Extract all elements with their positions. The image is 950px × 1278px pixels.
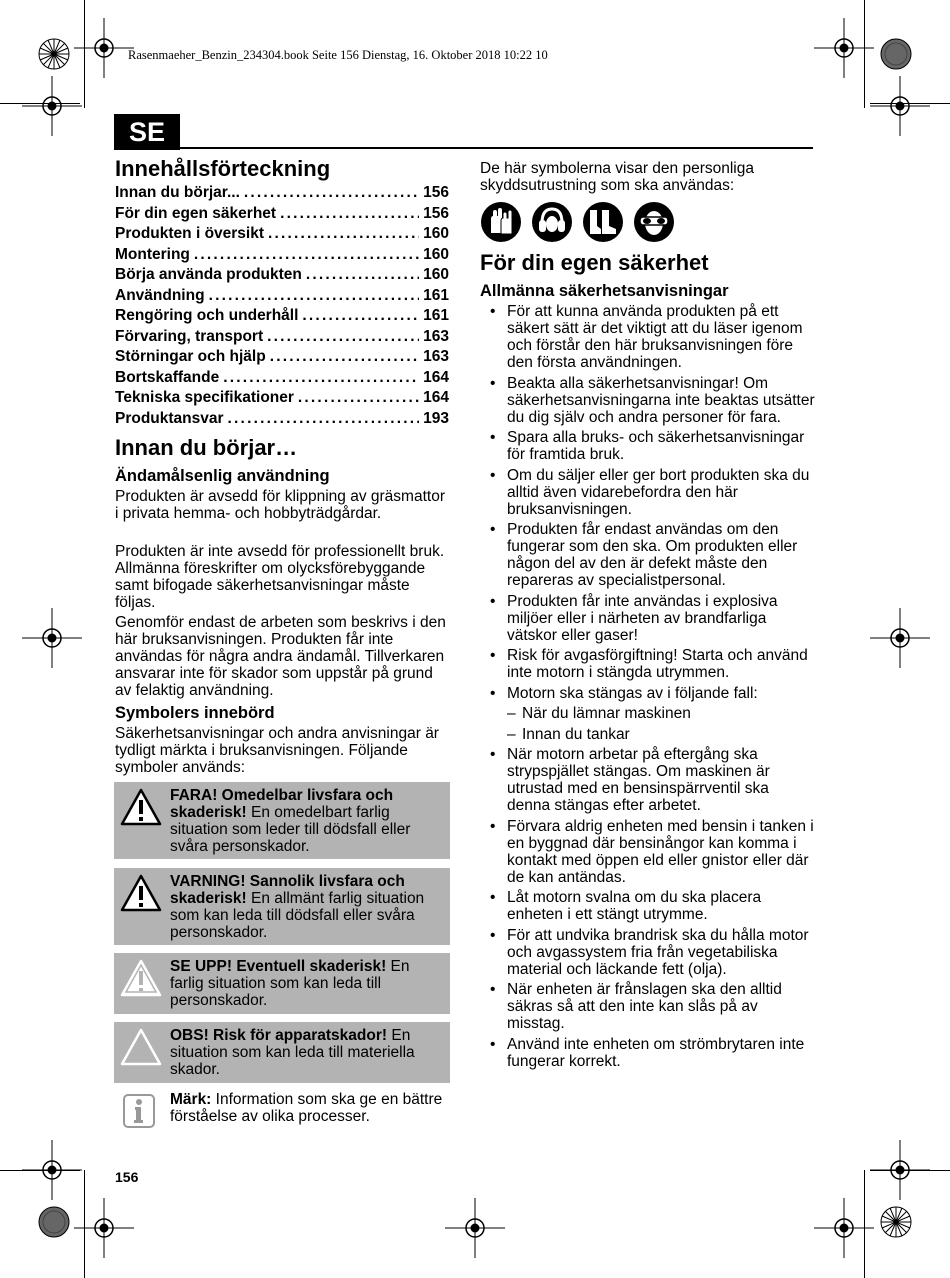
list-item: • För att kunna använda produkten på ett säkert sätt är det viktigt att du läser igenom och förstår den här bruksanvisningen före den första användningen.: [480, 303, 815, 371]
toc-entry-page: 164: [423, 368, 449, 386]
notice-text: En situation som kan leda till materiella skador.: [170, 1027, 415, 1078]
info-icon: [122, 1093, 156, 1129]
toc-entry-page: 163: [423, 348, 449, 365]
paragraph: Produkten är avsedd för klippning av gräsmattor i privata hemma- och hobbyträdgårdar.: [115, 488, 445, 522]
crosshair-icon: [870, 1140, 930, 1200]
toc-leader-dots: [228, 409, 420, 430]
toc-entry-label: Förvaring, transport: [115, 327, 264, 345]
toc-entry-label: Montering: [115, 245, 190, 263]
section-title-before: Innan du börjar…: [115, 435, 298, 460]
safety-instructions-list: [480, 303, 815, 1073]
toc-entry: [115, 306, 449, 327]
intended-use-heading: Ändamålsenlig användning: [115, 467, 330, 485]
note-text: Information som ska ge en bättre förståelse av olika processer.: [170, 1091, 443, 1125]
sub-list-item: – Innan du tankar: [480, 726, 815, 743]
toc-entry-label: Innan du börjar...: [115, 184, 240, 201]
crosshair-icon: [22, 76, 82, 136]
toc-entry-page: 193: [423, 409, 449, 427]
crosshair-icon: [814, 18, 874, 78]
crosshair-icon: [22, 608, 82, 668]
crosshair-icon: [74, 18, 134, 78]
note-box: [114, 1090, 450, 1134]
list-item: • Produkten får inte användas i explosiva miljöer eller i närheten av brandfarliga vätskor eller gaser!: [480, 593, 815, 644]
toc-entry-label: Tekniska specifikationer: [115, 389, 294, 406]
toc-entry-page: 161: [423, 307, 449, 324]
crosshair-icon: [74, 1198, 134, 1258]
list-item: • Förvara aldrig enheten med bensin i tanken i en byggnad där bensinångor kan komma i kontakt med öppen eld eller gnistor eller där de kan antändas.: [480, 818, 815, 886]
toc-leader-dots: [209, 286, 420, 307]
toc-entry-label: Bortskaffande: [115, 368, 220, 386]
header-rule: [180, 147, 813, 149]
crosshair-icon: [814, 1198, 874, 1258]
list-item: • Risk för avgasförgiftning! Starta och använd inte motorn i stängda utrymmen.: [480, 647, 815, 681]
registration-mark-icon: [866, 1192, 926, 1252]
crosshair-icon: [445, 1198, 505, 1258]
paragraph: Produkten är inte avsedd för professionellt bruk. Allmänna föreskrifter om olycksförebyggande samt bifogade säkerhetsanvisningar måste följas.: [115, 543, 445, 611]
toc-entry-page: 156: [423, 184, 449, 201]
toc-entry-page: 160: [423, 225, 449, 242]
notice-title: VARNING! Sannolik livsfara och skaderisk!: [170, 873, 405, 907]
toc-leader-dots: [194, 245, 419, 266]
paragraph: Säkerhetsanvisningar och andra anvisningar är tydligt märkta i bruksanvisningen. Följande symboler används:: [115, 725, 439, 776]
toc-entry-page: 164: [423, 389, 449, 406]
list-item: • När motorn arbetar på eftergång ska strypspjället stängas. Om maskinen är utrustad med en bensinspärrventil ska denna stängas efter arbetet.: [480, 746, 815, 814]
notice-title: FARA! Omedelbar livsfara och skaderisk!: [170, 787, 394, 821]
toc-entry: [115, 388, 449, 409]
toc-entry: [115, 183, 449, 204]
toc-entry-label: Användning: [115, 286, 205, 304]
toc-leader-dots: [270, 347, 419, 368]
sub-list-item: – När du lämnar maskinen: [480, 705, 815, 722]
list-item: • Använd inte enheten om strömbrytaren inte fungerar korrekt.: [480, 1036, 815, 1070]
list-item: • Produkten får endast användas om den fungerar som den ska. Om produkten eller någon del av den är defekt måste den repareras av specialistpersonal.: [480, 521, 815, 589]
toc-entry-page: 161: [423, 286, 449, 304]
list-item: • Om du säljer eller ger bort produkten ska du alltid även vidarebefordra den här bruksanvisningen.: [480, 467, 815, 518]
notice-text: En farlig situation som kan leda till personskador.: [170, 958, 410, 1009]
list-item: • Beakta alla säkerhetsanvisningar! Om säkerhetsanvisningarna inte beaktas utsätter du dig själv och andra personer för fara.: [480, 375, 815, 426]
notice-title: OBS! Risk för apparatskador!: [170, 1027, 388, 1044]
note-title: Märk:: [170, 1091, 212, 1108]
table-of-contents: [115, 183, 449, 429]
warning-notice: [114, 868, 450, 945]
language-tab: SE: [114, 114, 180, 150]
toc-entry: [115, 347, 449, 368]
toc-leader-dots: [298, 388, 419, 409]
symbols-heading: Symbolers innebörd: [115, 704, 275, 722]
book-header: Rasenmaeher_Benzin_234304.book Seite 156 Dienstag, 16. Oktober 2018 10:22 10: [128, 48, 548, 62]
attention-notice: [114, 1022, 450, 1083]
toc-entry-label: Störningar och hjälp: [115, 348, 266, 365]
safety-goggles-icon: [633, 201, 675, 243]
notice-text: En omedelbart farlig situation som leder till dödsfall eller svåra personskador.: [170, 804, 411, 855]
warning-triangle-icon: [120, 874, 162, 912]
toc-entry-label: För din egen säkerhet: [115, 204, 277, 222]
toc-leader-dots: [268, 224, 419, 245]
safety-boots-icon: [582, 201, 624, 243]
toc-entry-page: 163: [423, 327, 449, 345]
toc-entry: [115, 224, 449, 245]
list-item: • När enheten är frånslagen ska den alltid säkras så att den inte kan slås på av misstag.: [480, 981, 815, 1032]
paragraph: Genomför endast de arbeten som beskrivs i den här bruksanvisningen. Produkten får inte användas för några andra ändamål. Tillverkaren ansvarar inte för skador som uppstår på grund av felaktig användning.: [115, 614, 446, 699]
list-item: • Spara alla bruks- och säkerhetsanvisningar för framtida bruk.: [480, 429, 815, 463]
crosshair-icon: [870, 608, 930, 668]
crosshair-icon: [22, 1140, 82, 1200]
ear-protection-icon: [531, 201, 573, 243]
empty-triangle-icon: [120, 1028, 162, 1066]
toc-entry: [115, 409, 449, 430]
toc-title: Innehållsförteckning: [115, 156, 331, 181]
toc-entry-page: 156: [423, 204, 449, 222]
warning-triangle-icon: [120, 788, 162, 826]
general-safety-heading: Allmänna säkerhetsanvisningar: [480, 282, 729, 300]
notice-title: SE UPP! Eventuell skaderisk!: [170, 958, 387, 975]
toc-entry: [115, 327, 449, 348]
section-title-safety: För din egen säkerhet: [480, 250, 709, 275]
toc-leader-dots: [244, 183, 419, 204]
toc-entry-label: Börja använda produkten: [115, 266, 302, 283]
crosshair-icon: [870, 76, 930, 136]
list-item: • Motorn ska stängas av i följande fall:: [480, 685, 815, 702]
ppe-intro: De här symbolerna visar den personliga skyddsutrustning som ska användas:: [480, 160, 754, 194]
danger-notice: [114, 782, 450, 859]
toc-entry-label: Produktansvar: [115, 409, 224, 427]
caution-notice: [114, 953, 450, 1014]
toc-entry: [115, 204, 449, 225]
toc-entry: [115, 286, 449, 307]
toc-leader-dots: [302, 306, 419, 327]
toc-leader-dots: [223, 368, 419, 389]
toc-entry: [115, 368, 449, 389]
list-item: • Låt motorn svalna om du ska placera enheten i ett stängt utrymme.: [480, 889, 815, 923]
toc-entry-page: 160: [423, 245, 449, 263]
toc-leader-dots: [306, 265, 419, 286]
warning-triangle-icon: [120, 959, 162, 997]
notice-text: En allmänt farlig situation som kan leda till dödsfall eller svåra personskador.: [170, 890, 425, 941]
toc-entry-label: Rengöring och underhåll: [115, 307, 299, 324]
list-item: • För att undvika brandrisk ska du hålla motor och avgassystem fria från vegetabiliska material och läckande fett (olja).: [480, 927, 815, 978]
toc-leader-dots: [280, 204, 419, 225]
toc-entry-page: 160: [423, 266, 449, 283]
toc-entry-label: Produkten i översikt: [115, 225, 265, 242]
toc-entry: [115, 245, 449, 266]
gray-disc-icon: [866, 24, 926, 84]
toc-entry: [115, 265, 449, 286]
gloves-icon: [480, 201, 522, 243]
toc-leader-dots: [267, 327, 419, 348]
page-number: 156: [115, 1169, 139, 1185]
